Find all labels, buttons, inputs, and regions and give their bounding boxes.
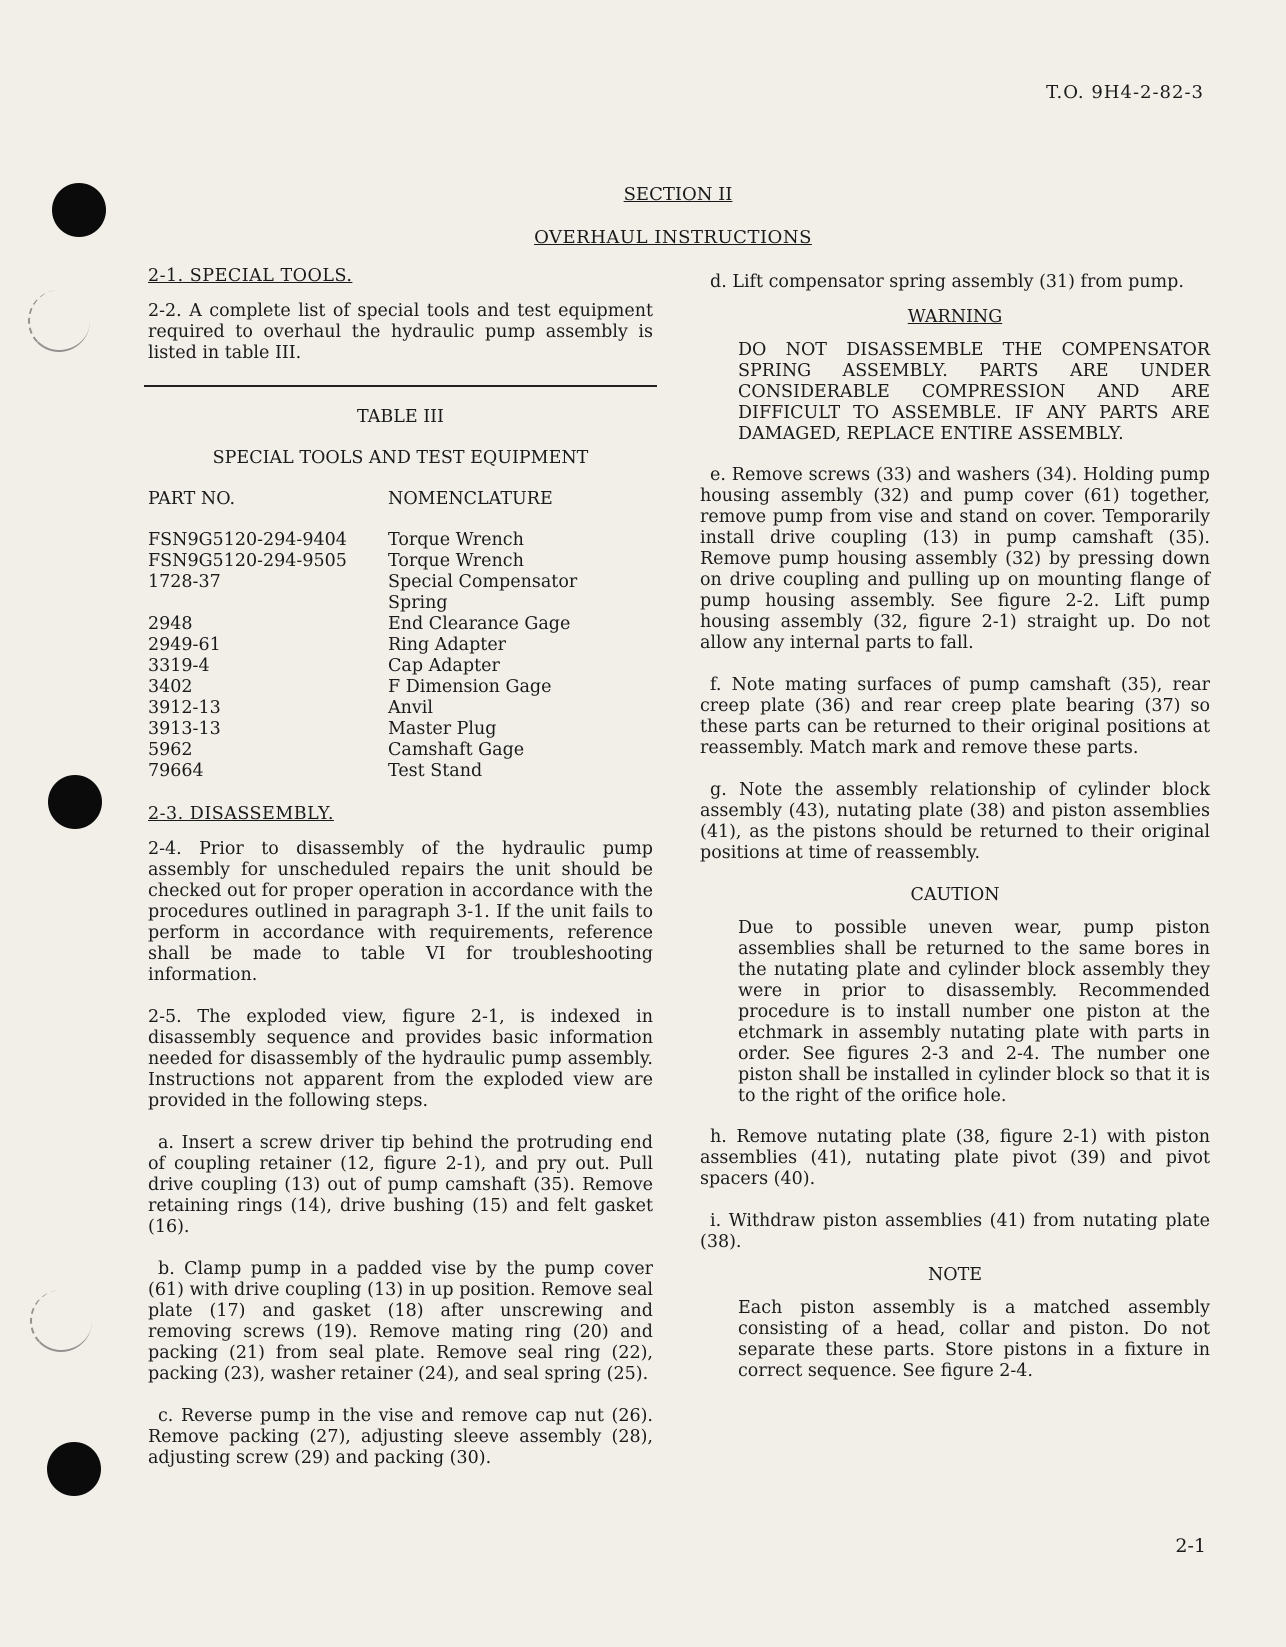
part-number: 2948	[148, 614, 193, 634]
warning-body: DO NOT DISASSEMBLE THE COMPENSATOR SPRING ASSEMBLY. PARTS ARE UNDER CONSIDERABLE COMPRESSION AND ARE DIFFICULT TO ASSEMBLE. IF ANY PARTS ARE DAMAGED, REPLACE ENTIRE ASSEMBLY.	[738, 340, 1210, 444]
warning-title: WARNING	[907, 307, 1003, 327]
section-title: SECTION II	[623, 184, 733, 205]
table-row	[148, 761, 653, 782]
special-tools-heading: 2-1. SPECIAL TOOLS.	[148, 266, 353, 286]
paragraph-2-2: 2-2. A complete list of special tools and test equipment required to overhaul the hydraulic pump assembly is listed in table III.	[148, 301, 653, 363]
step-g: g. Note the assembly relationship of cylinder block assembly (43), nutating plate (38) and piston assemblies (41), as the pistons should be returned to their original positions at time of reassembly.	[700, 780, 1210, 863]
part-number: 1728-37	[148, 572, 221, 592]
nomenclature: Master Plug	[388, 719, 497, 739]
tools-table	[148, 530, 653, 782]
right-column	[700, 272, 1210, 1402]
left-column	[148, 266, 653, 1490]
step-d: d. Lift compensator spring assembly (31) from pump.	[710, 272, 1184, 292]
part-number: 3912-13	[148, 698, 221, 718]
step-h: h. Remove nutating plate (38, figure 2-1) with piston assemblies (41), nutating plate pivot (39) and pivot spacers (40).	[700, 1127, 1210, 1189]
table-row	[148, 740, 653, 761]
tools-table-header	[148, 489, 653, 510]
table-row	[148, 572, 653, 614]
part-number: 3402	[148, 677, 193, 697]
page-number: 2-1	[1175, 1535, 1206, 1557]
table-row	[148, 635, 653, 656]
part-number: 5962	[148, 740, 193, 760]
table-row	[148, 719, 653, 740]
step-f: f. Note mating surfaces of pump camshaft (35), rear creep plate (36) and rear creep plate bearing (37) so these parts can be returned to their original positions at reassembly. Match mark and remove these parts.	[700, 675, 1210, 758]
nomenclature: Anvil	[388, 698, 433, 718]
part-number: FSN9G5120-294-9505	[148, 551, 347, 571]
step-b: b. Clamp pump in a padded vise by the pump cover (61) with drive coupling (13) in up position. Remove seal plate (17) and gasket (18) after unscrewing and removing screws (19). Remove mating ring (20) and packing (21) from seal plate. Remove seal ring (22), packing (23), washer retainer (24), and seal spring (25).	[148, 1259, 653, 1384]
caution-body: Due to possible uneven wear, pump piston assemblies shall be returned to the same bores in the nutating plate and cylinder block assembly they were in prior to disassembly. Recommended procedure is to install number one piston at the etchmark in assembly nutating plate with parts in order. See figures 2-3 and 2-4. The number one piston shall be installed in cylinder block so that it is to the right of the orifice hole.	[738, 918, 1210, 1106]
nomenclature: F Dimension Gage	[388, 677, 552, 697]
table-row	[148, 530, 653, 551]
paragraph-2-5: 2-5. The exploded view, figure 2-1, is indexed in disassembly sequence and provides basic information needed for disassembly of the hydraulic pump assembly. Instructions not apparent from the exploded view are provided in the following steps.	[148, 1007, 653, 1111]
section-subtitle: OVERHAUL INSTRUCTIONS	[534, 227, 812, 248]
note-title: NOTE	[927, 1265, 983, 1285]
part-number: 3913-13	[148, 719, 221, 739]
disassembly-heading: 2-3. DISASSEMBLY.	[148, 804, 334, 824]
table-row	[148, 551, 653, 572]
table-row	[148, 698, 653, 719]
part-number: 2949-61	[148, 635, 221, 655]
column-header-nomenclature: NOMENCLATURE	[388, 489, 553, 509]
part-number: FSN9G5120-294-9404	[148, 530, 347, 550]
hole-smudge	[28, 290, 90, 352]
nomenclature: Torque Wrench	[388, 530, 524, 550]
step-e: e. Remove screws (33) and washers (34). Holding pump housing assembly (32) and pump cover (61) together, remove pump from vise and stand on cover. Temporarily install drive coupling (13) in pump camshaft (35). Remove pump housing assembly (32) by pressing down on drive coupling and pulling up on mounting flange of pump housing assembly. See figure 2-2. Lift pump housing assembly (32, figure 2-1) straight up. Do not allow any internal parts to fall.	[700, 465, 1210, 653]
table-divider	[144, 385, 657, 387]
hole-smudge	[30, 1290, 92, 1352]
step-i: i. Withdraw piston assemblies (41) from nutating plate (38).	[700, 1211, 1210, 1252]
table-row	[148, 677, 653, 698]
column-header-part-no: PART NO.	[148, 489, 236, 509]
technical-order-number: T.O. 9H4-2-82-3	[1046, 82, 1204, 103]
nomenclature: Cap Adapter	[388, 656, 500, 676]
table-title: TABLE III	[357, 407, 444, 427]
nomenclature: Special Compensator Spring	[388, 572, 578, 613]
nomenclature: End Clearance Gage	[388, 614, 571, 634]
part-number: 3319-4	[148, 656, 210, 676]
nomenclature: Ring Adapter	[388, 635, 507, 655]
caution-title: CAUTION	[910, 885, 1000, 905]
nomenclature: Camshaft Gage	[388, 740, 525, 760]
punch-hole	[48, 775, 102, 829]
paragraph-2-4: 2-4. Prior to disassembly of the hydraulic pump assembly for unscheduled repairs the unit should be checked out for proper operation in accordance with the procedures outlined in paragraph 3-1. If the unit fails to perform in accordance with requirements, reference shall be made to table VI for troubleshooting information.	[148, 839, 653, 985]
nomenclature: Test Stand	[388, 761, 483, 781]
table-subtitle: SPECIAL TOOLS AND TEST EQUIPMENT	[212, 448, 589, 468]
nomenclature: Torque Wrench	[388, 551, 524, 571]
note-body: Each piston assembly is a matched assembly consisting of a head, collar and piston. Do not separate these parts. Store pistons in a fixture in correct sequence. See figure 2-4.	[738, 1298, 1210, 1381]
part-number: 79664	[148, 761, 204, 781]
punch-hole	[47, 1442, 101, 1496]
table-row	[148, 614, 653, 635]
step-a: a. Insert a screw driver tip behind the protruding end of coupling retainer (12, figure 2-1), and pry out. Pull drive coupling (13) out of pump camshaft (35). Remove retaining rings (14), drive bushing (15) and felt gasket (16).	[148, 1133, 653, 1237]
table-row	[148, 656, 653, 677]
step-c: c. Reverse pump in the vise and remove cap nut (26). Remove packing (27), adjusting sleeve assembly (28), adjusting screw (29) and packing (30).	[148, 1406, 653, 1468]
